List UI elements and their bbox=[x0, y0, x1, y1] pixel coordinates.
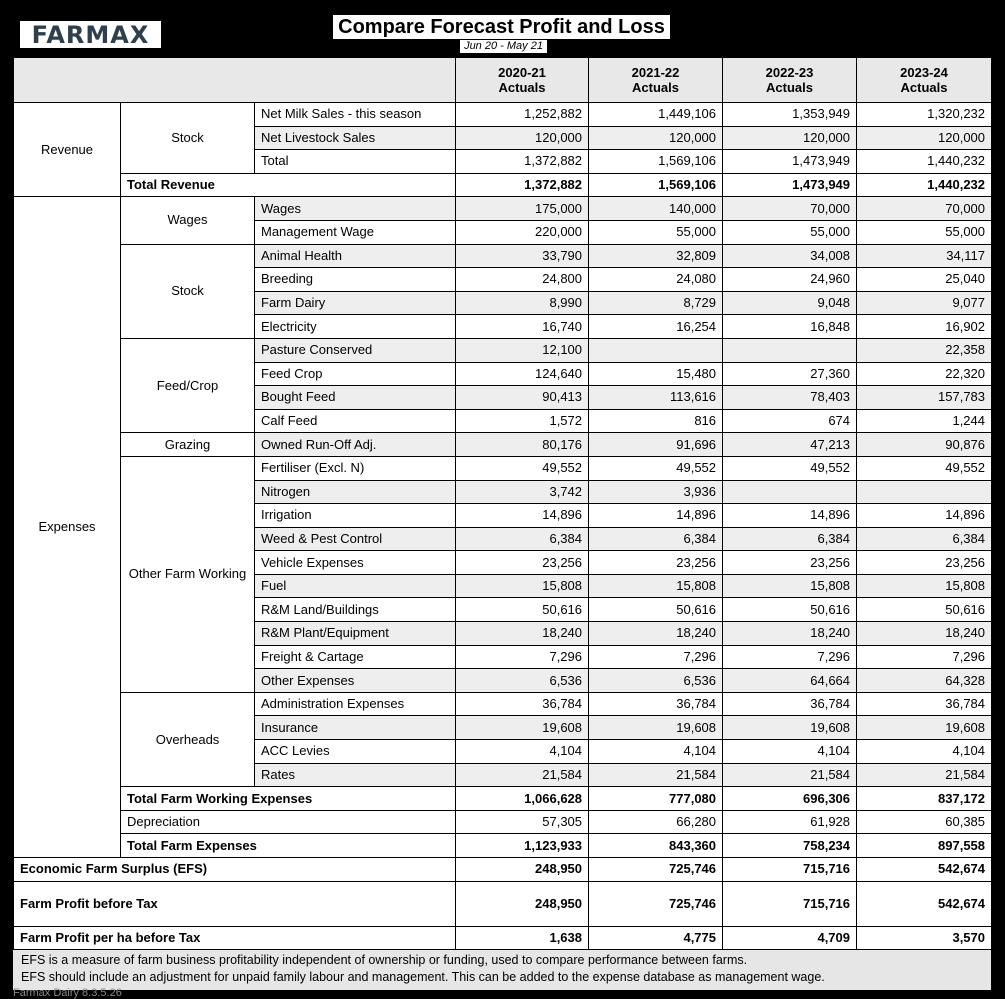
value-cell: 23,256 bbox=[589, 551, 723, 575]
value-cell: 816 bbox=[589, 409, 723, 433]
value-cell: 49,552 bbox=[723, 456, 857, 480]
value-cell: 4,104 bbox=[456, 740, 589, 764]
value-cell: 15,808 bbox=[857, 574, 992, 598]
value-cell: 47,213 bbox=[723, 433, 857, 457]
value-cell: 7,296 bbox=[456, 645, 589, 669]
value-cell bbox=[723, 338, 857, 362]
value-cell: 220,000 bbox=[456, 220, 589, 244]
value-cell: 3,570 bbox=[857, 926, 992, 950]
row-label: Economic Farm Surplus (EFS) bbox=[14, 858, 456, 882]
group-label: Overheads bbox=[121, 692, 255, 786]
value-cell: 18,240 bbox=[723, 622, 857, 646]
value-cell: 4,709 bbox=[723, 926, 857, 950]
value-cell: 15,808 bbox=[723, 574, 857, 598]
value-cell bbox=[857, 480, 992, 504]
value-cell: 4,104 bbox=[723, 740, 857, 764]
row-label: Weed & Pest Control bbox=[255, 527, 456, 551]
row-label: Animal Health bbox=[255, 244, 456, 268]
value-cell: 725,746 bbox=[589, 881, 723, 926]
value-cell: 6,384 bbox=[857, 527, 992, 551]
value-cell: 18,240 bbox=[456, 622, 589, 646]
value-cell: 140,000 bbox=[589, 197, 723, 221]
value-cell: 7,296 bbox=[723, 645, 857, 669]
row-label: Total Farm Working Expenses bbox=[121, 787, 456, 811]
value-cell: 24,800 bbox=[456, 268, 589, 292]
table-row bbox=[14, 787, 992, 811]
value-cell: 4,104 bbox=[589, 740, 723, 764]
value-cell: 55,000 bbox=[589, 220, 723, 244]
value-cell: 19,608 bbox=[857, 716, 992, 740]
value-cell: 22,320 bbox=[857, 362, 992, 386]
value-cell: 55,000 bbox=[857, 220, 992, 244]
row-label: Insurance bbox=[255, 716, 456, 740]
row-label: Net Milk Sales - this season bbox=[255, 103, 456, 127]
value-cell: 15,480 bbox=[589, 362, 723, 386]
value-cell: 248,950 bbox=[456, 858, 589, 882]
value-cell: 1,244 bbox=[857, 409, 992, 433]
row-label: Breeding bbox=[255, 268, 456, 292]
value-cell: 24,080 bbox=[589, 268, 723, 292]
value-cell: 16,902 bbox=[857, 315, 992, 339]
farmax-logo: FARMAX bbox=[20, 21, 161, 48]
value-cell: 6,536 bbox=[456, 669, 589, 693]
value-cell: 1,372,882 bbox=[456, 173, 589, 197]
table-row bbox=[14, 433, 992, 457]
table-row bbox=[14, 173, 992, 197]
header-row bbox=[14, 58, 992, 103]
value-cell: 18,240 bbox=[857, 622, 992, 646]
value-cell: 49,552 bbox=[589, 456, 723, 480]
value-cell: 19,608 bbox=[456, 716, 589, 740]
row-label: Farm Profit per ha before Tax bbox=[14, 926, 456, 950]
value-cell: 90,413 bbox=[456, 386, 589, 410]
value-cell bbox=[589, 338, 723, 362]
value-cell: 542,674 bbox=[857, 881, 992, 926]
row-label: Irrigation bbox=[255, 504, 456, 528]
row-label: Pasture Conserved bbox=[255, 338, 456, 362]
row-label: Fertiliser (Excl. N) bbox=[255, 456, 456, 480]
row-label: R&M Plant/Equipment bbox=[255, 622, 456, 646]
row-label: Owned Run-Off Adj. bbox=[255, 433, 456, 457]
row-label: Net Livestock Sales bbox=[255, 126, 456, 150]
report-period: Jun 20 - May 21 bbox=[460, 40, 547, 53]
value-cell: 715,716 bbox=[723, 858, 857, 882]
value-cell: 27,360 bbox=[723, 362, 857, 386]
value-cell: 16,254 bbox=[589, 315, 723, 339]
value-cell: 1,440,232 bbox=[857, 150, 992, 174]
value-cell: 9,048 bbox=[723, 291, 857, 315]
value-cell: 64,328 bbox=[857, 669, 992, 693]
row-label: Freight & Cartage bbox=[255, 645, 456, 669]
efs-note bbox=[13, 950, 991, 990]
value-cell: 1,473,949 bbox=[723, 173, 857, 197]
value-cell: 175,000 bbox=[456, 197, 589, 221]
value-cell: 36,784 bbox=[456, 692, 589, 716]
value-cell: 7,296 bbox=[589, 645, 723, 669]
value-cell: 725,746 bbox=[589, 858, 723, 882]
value-cell: 49,552 bbox=[456, 456, 589, 480]
value-cell: 36,784 bbox=[589, 692, 723, 716]
value-cell: 25,040 bbox=[857, 268, 992, 292]
value-cell: 1,372,882 bbox=[456, 150, 589, 174]
value-cell: 777,080 bbox=[589, 787, 723, 811]
value-cell: 7,296 bbox=[857, 645, 992, 669]
value-cell: 21,584 bbox=[723, 763, 857, 787]
value-cell: 16,848 bbox=[723, 315, 857, 339]
value-cell: 32,809 bbox=[589, 244, 723, 268]
value-cell: 23,256 bbox=[723, 551, 857, 575]
value-cell: 1,252,882 bbox=[456, 103, 589, 127]
value-cell: 6,384 bbox=[456, 527, 589, 551]
value-cell bbox=[723, 480, 857, 504]
value-cell: 1,569,106 bbox=[589, 173, 723, 197]
value-cell: 14,896 bbox=[723, 504, 857, 528]
note-line: EFS should include an adjustment for unpaid family labour and management. This can be added to the expense database as management wage. bbox=[21, 970, 825, 984]
row-label: Bought Feed bbox=[255, 386, 456, 410]
value-cell: 157,783 bbox=[857, 386, 992, 410]
table-row bbox=[14, 103, 992, 127]
column-header: 2021-22 Actuals bbox=[589, 58, 723, 103]
value-cell: 21,584 bbox=[589, 763, 723, 787]
value-cell: 8,990 bbox=[456, 291, 589, 315]
value-cell: 60,385 bbox=[857, 810, 992, 834]
value-cell: 34,117 bbox=[857, 244, 992, 268]
value-cell: 19,608 bbox=[723, 716, 857, 740]
value-cell: 1,569,106 bbox=[589, 150, 723, 174]
value-cell: 1,353,949 bbox=[723, 103, 857, 127]
table-row bbox=[14, 810, 992, 834]
value-cell: 34,008 bbox=[723, 244, 857, 268]
value-cell: 24,960 bbox=[723, 268, 857, 292]
row-label: Total Revenue bbox=[121, 173, 456, 197]
row-label: Farm Profit before Tax bbox=[14, 881, 456, 926]
value-cell: 4,104 bbox=[857, 740, 992, 764]
value-cell: 120,000 bbox=[456, 126, 589, 150]
value-cell: 90,876 bbox=[857, 433, 992, 457]
value-cell: 61,928 bbox=[723, 810, 857, 834]
value-cell: 3,742 bbox=[456, 480, 589, 504]
value-cell: 696,306 bbox=[723, 787, 857, 811]
value-cell: 113,616 bbox=[589, 386, 723, 410]
row-label: Calf Feed bbox=[255, 409, 456, 433]
column-header: 2022-23 Actuals bbox=[723, 58, 857, 103]
value-cell: 9,077 bbox=[857, 291, 992, 315]
value-cell: 3,936 bbox=[589, 480, 723, 504]
value-cell: 70,000 bbox=[723, 197, 857, 221]
row-label: Depreciation bbox=[121, 810, 456, 834]
row-label: Total bbox=[255, 150, 456, 174]
table-row bbox=[14, 244, 992, 268]
value-cell: 36,784 bbox=[723, 692, 857, 716]
value-cell: 50,616 bbox=[456, 598, 589, 622]
value-cell: 14,896 bbox=[589, 504, 723, 528]
row-label: Farm Dairy bbox=[255, 291, 456, 315]
value-cell: 120,000 bbox=[857, 126, 992, 150]
value-cell: 542,674 bbox=[857, 858, 992, 882]
value-cell: 57,305 bbox=[456, 810, 589, 834]
value-cell: 15,808 bbox=[456, 574, 589, 598]
value-cell: 1,066,628 bbox=[456, 787, 589, 811]
row-label: ACC Levies bbox=[255, 740, 456, 764]
value-cell: 1,320,232 bbox=[857, 103, 992, 127]
value-cell: 78,403 bbox=[723, 386, 857, 410]
row-label: Nitrogen bbox=[255, 480, 456, 504]
value-cell: 66,280 bbox=[589, 810, 723, 834]
value-cell: 248,950 bbox=[456, 881, 589, 926]
row-label: Administration Expenses bbox=[255, 692, 456, 716]
value-cell: 843,360 bbox=[589, 834, 723, 858]
table-body bbox=[14, 58, 992, 950]
value-cell: 1,440,232 bbox=[857, 173, 992, 197]
table-row bbox=[14, 456, 992, 480]
value-cell: 674 bbox=[723, 409, 857, 433]
section-label: Revenue bbox=[14, 103, 121, 197]
value-cell: 837,172 bbox=[857, 787, 992, 811]
group-label: Wages bbox=[121, 197, 255, 244]
value-cell: 23,256 bbox=[456, 551, 589, 575]
value-cell: 715,716 bbox=[723, 881, 857, 926]
row-label: Management Wage bbox=[255, 220, 456, 244]
value-cell: 1,449,106 bbox=[589, 103, 723, 127]
value-cell: 1,572 bbox=[456, 409, 589, 433]
table-row bbox=[14, 197, 992, 221]
value-cell: 36,784 bbox=[857, 692, 992, 716]
row-label: Other Expenses bbox=[255, 669, 456, 693]
value-cell: 12,100 bbox=[456, 338, 589, 362]
value-cell: 21,584 bbox=[857, 763, 992, 787]
table-row bbox=[14, 926, 992, 950]
table-row bbox=[14, 692, 992, 716]
header-blank bbox=[14, 58, 456, 103]
value-cell: 1,123,933 bbox=[456, 834, 589, 858]
column-header: 2023-24 Actuals bbox=[857, 58, 992, 103]
value-cell: 70,000 bbox=[857, 197, 992, 221]
value-cell: 50,616 bbox=[723, 598, 857, 622]
value-cell: 4,775 bbox=[589, 926, 723, 950]
value-cell: 120,000 bbox=[723, 126, 857, 150]
group-label: Stock bbox=[121, 244, 255, 338]
table-row bbox=[14, 858, 992, 882]
value-cell: 33,790 bbox=[456, 244, 589, 268]
value-cell: 80,176 bbox=[456, 433, 589, 457]
value-cell: 14,896 bbox=[456, 504, 589, 528]
note-line: EFS is a measure of farm business profitability independent of ownership or funding, used to compare performance between farms. bbox=[21, 953, 748, 967]
value-cell: 124,640 bbox=[456, 362, 589, 386]
value-cell: 120,000 bbox=[589, 126, 723, 150]
value-cell: 8,729 bbox=[589, 291, 723, 315]
row-label: Fuel bbox=[255, 574, 456, 598]
value-cell: 50,616 bbox=[857, 598, 992, 622]
value-cell: 758,234 bbox=[723, 834, 857, 858]
version-label: Farmax Dairy 8.3.5.26 bbox=[13, 987, 122, 999]
row-label: R&M Land/Buildings bbox=[255, 598, 456, 622]
row-label: Electricity bbox=[255, 315, 456, 339]
value-cell: 15,808 bbox=[589, 574, 723, 598]
value-cell: 897,558 bbox=[857, 834, 992, 858]
section-label: Expenses bbox=[14, 197, 121, 858]
value-cell: 22,358 bbox=[857, 338, 992, 362]
group-label: Grazing bbox=[121, 433, 255, 457]
group-label: Other Farm Working bbox=[121, 456, 255, 692]
group-label: Feed/Crop bbox=[121, 338, 255, 432]
table-row bbox=[14, 881, 992, 926]
value-cell: 64,664 bbox=[723, 669, 857, 693]
value-cell: 19,608 bbox=[589, 716, 723, 740]
table-row bbox=[14, 338, 992, 362]
value-cell: 21,584 bbox=[456, 763, 589, 787]
value-cell: 6,384 bbox=[589, 527, 723, 551]
table-row bbox=[14, 834, 992, 858]
value-cell: 16,740 bbox=[456, 315, 589, 339]
value-cell: 6,536 bbox=[589, 669, 723, 693]
value-cell: 6,384 bbox=[723, 527, 857, 551]
row-label: Vehicle Expenses bbox=[255, 551, 456, 575]
value-cell: 55,000 bbox=[723, 220, 857, 244]
report-title: Compare Forecast Profit and Loss bbox=[333, 15, 670, 39]
value-cell: 49,552 bbox=[857, 456, 992, 480]
value-cell: 1,473,949 bbox=[723, 150, 857, 174]
profit-loss-table bbox=[13, 57, 992, 950]
value-cell: 18,240 bbox=[589, 622, 723, 646]
value-cell: 1,638 bbox=[456, 926, 589, 950]
value-cell: 23,256 bbox=[857, 551, 992, 575]
column-header: 2020-21 Actuals bbox=[456, 58, 589, 103]
row-label: Feed Crop bbox=[255, 362, 456, 386]
row-label: Wages bbox=[255, 197, 456, 221]
value-cell: 14,896 bbox=[857, 504, 992, 528]
row-label: Total Farm Expenses bbox=[121, 834, 456, 858]
value-cell: 91,696 bbox=[589, 433, 723, 457]
group-label: Stock bbox=[121, 103, 255, 174]
value-cell: 50,616 bbox=[589, 598, 723, 622]
row-label: Rates bbox=[255, 763, 456, 787]
